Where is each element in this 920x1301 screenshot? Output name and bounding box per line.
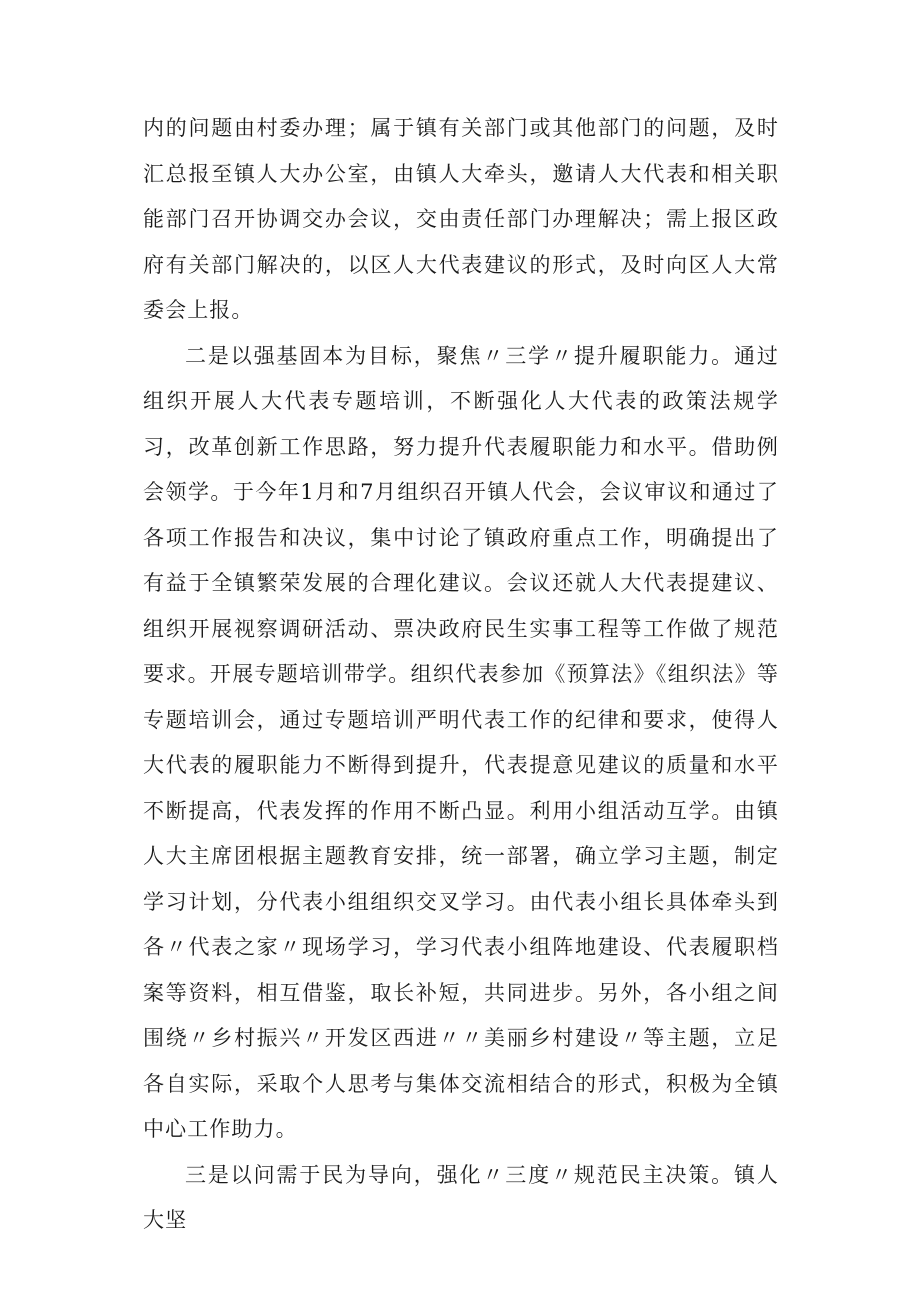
document-body bbox=[143, 106, 779, 1244]
paragraph-continued: 内的问题由村委办理；属于镇有关部门或其他部门的问题，及时汇总报至镇人大办公室，由镇人大牵头，邀请人大代表和相关职能部门召开协调交办会议，交由责任部门办理解决；需上报区政府有关部门解决的，以区人大代表建议的形式，及时向区人大常委会上报。 bbox=[143, 116, 779, 322]
paragraph-third-point: 三是以问需于民为导向，强化〃三度〃规范民主决策。镇人大坚 bbox=[143, 1162, 779, 1232]
paragraph-second-point: 二是以强基固本为目标，聚焦〃三学〃提升履职能力。通过组织开展人大代表专题培训，不断强化人大代表的政策法规学习，改革创新工作思路，努力提升代表履职能力和水平。借助例会领学。于今年1月和7月组织召开镇人代会，会议审议和通过了各项工作报告和决议，集中讨论了镇政府重点工作，明确提出了有益于全镇繁荣发展的合理化建议。会议还就人大代表提建议、组织开展视察调研活动、票决政府民生实事工程等工作做了规范要求。开展专题培训带学。组织代表参加《预算法》《组织法》等专题培训会，通过专题培训严明代表工作的纪律和要求，使得人大代表的履职能力不断得到提升，代表提意见建议的质量和水平不断提高，代表发挥的作用不断凸显。利用小组活动互学。由镇人大主席团根据主题教育安排，统一部署，确立学习主题，制定学习计划，分代表小组组织交叉学习。由代表小组长具体牵头到各〃代表之家〃现场学习，学习代表小组阵地建设、代表履职档案等资料，相互借鉴，取长补短，共同进步。另外，各小组之间围绕〃乡村振兴〃开发区西进〃〃美丽乡村建设〃等主题，立足各自实际，采取个人思考与集体交流相结合的形式，积极为全镇中心工作助力。 bbox=[143, 343, 779, 1141]
